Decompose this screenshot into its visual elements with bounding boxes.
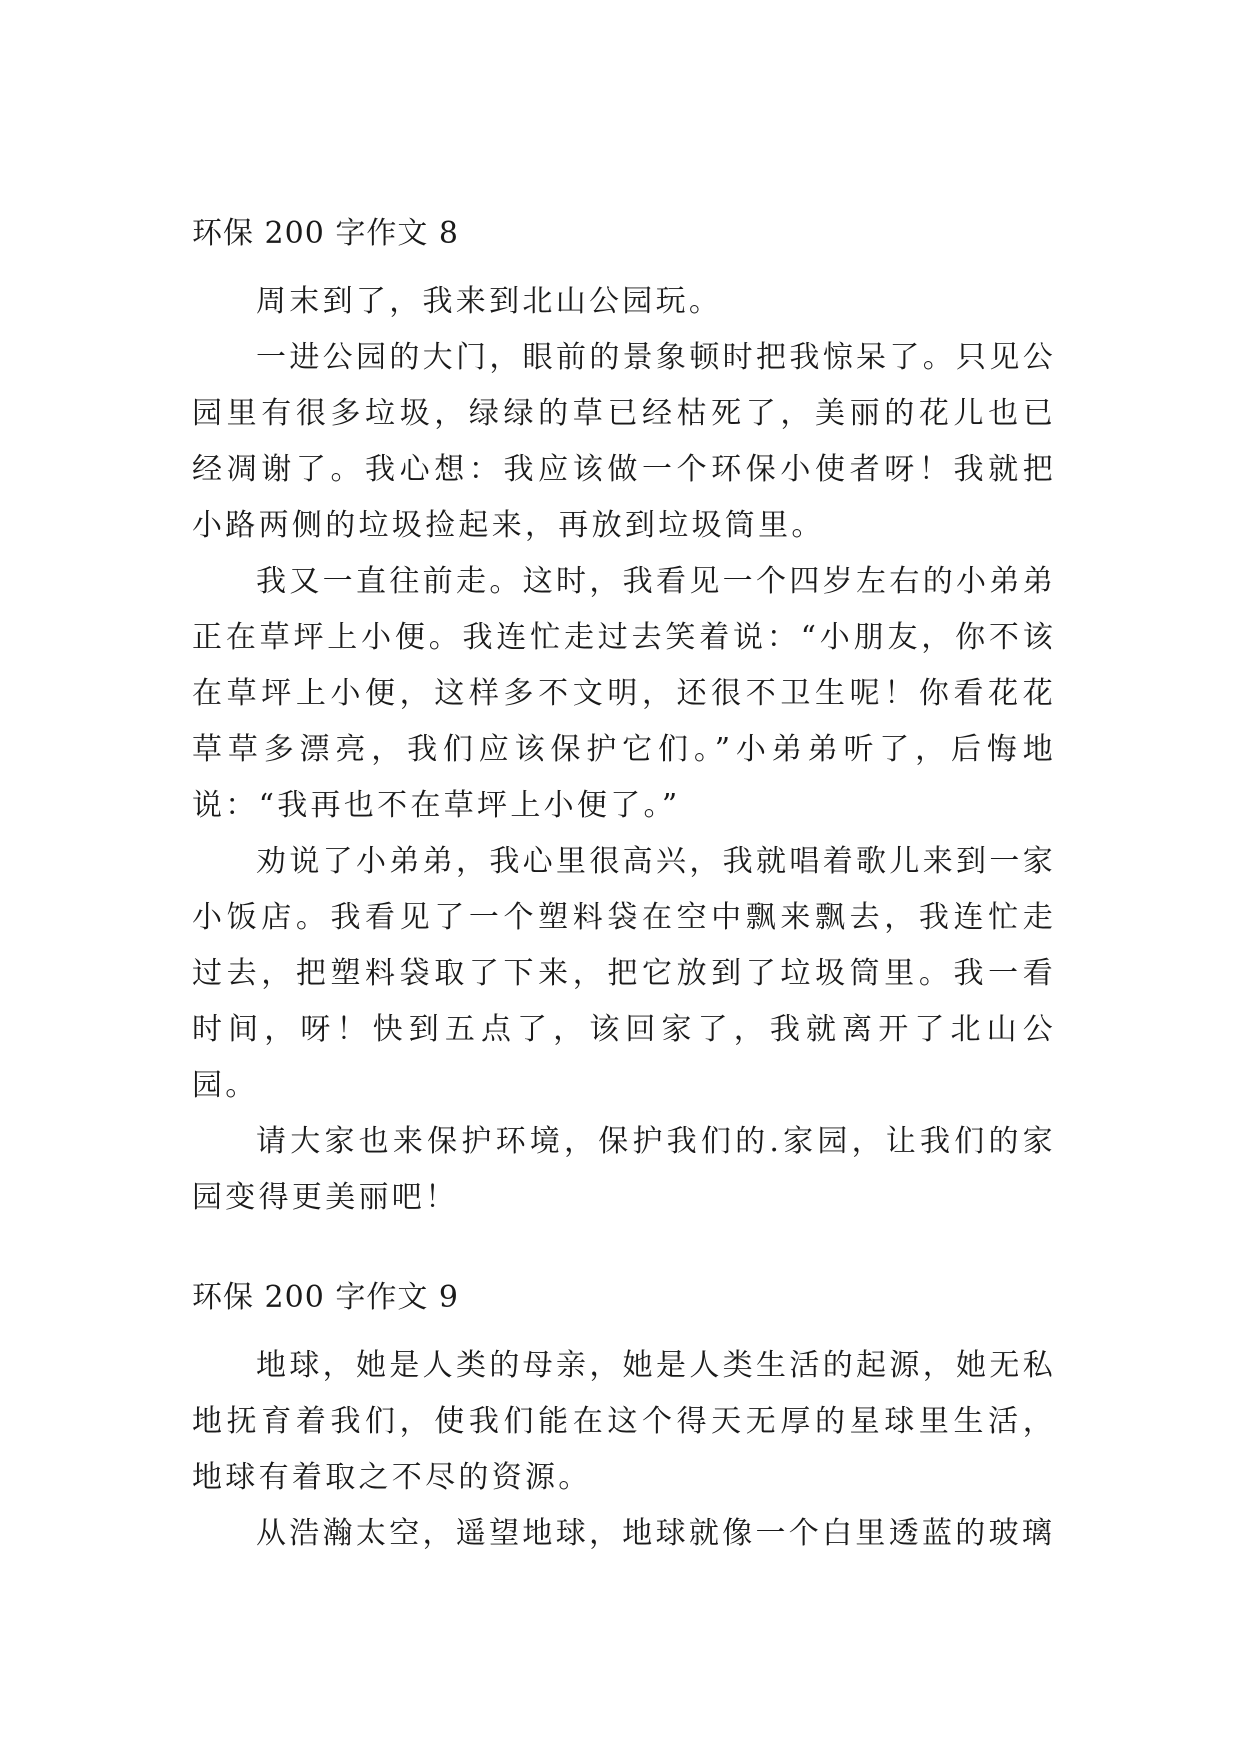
paragraph: 请大家也来保护环境，保护我们的.家园，让我们的家园变得更美丽吧！	[192, 1124, 1056, 1215]
section-title: 环保 200 字作文 9	[192, 1280, 459, 1315]
paragraph: 周末到了，我来到北山公园玩。	[256, 284, 723, 319]
section-title: 环保 200 字作文 8	[192, 216, 459, 251]
essay-section-8	[192, 218, 1056, 1226]
section-gap	[192, 1226, 1056, 1282]
essay-section-9	[192, 1282, 1056, 1562]
paragraph: 一进公园的大门，眼前的景象顿时把我惊呆了。只见公园里有很多垃圾，绿绿的草已经枯死了，美丽的花儿也已经凋谢了。我心想：我应该做一个环保小使者呀！我就把小路两侧的垃圾捡起来，再放到垃圾筒里。	[192, 340, 1056, 543]
paragraph: 地球，她是人类的母亲，她是人类生活的起源，她无私地抚育着我们，使我们能在这个得天无厚的星球里生活，地球有着取之不尽的资源。	[192, 1348, 1056, 1495]
paragraph: 劝说了小弟弟，我心里很高兴，我就唱着歌儿来到一家小饭店。我看见了一个塑料袋在空中飘来飘去，我连忙走过去，把塑料袋取了下来，把它放到了垃圾筒里。我一看时间，呀！快到五点了，该回家了，我就离开了北山公园。	[192, 844, 1056, 1103]
paragraph: 我又一直往前走。这时，我看见一个四岁左右的小弟弟正在草坪上小便。我连忙走过去笑着说：“小朋友，你不该在草坪上小便，这样多不文明，还很不卫生呢！你看花花草草多漂亮，我们应该保护它们。”小弟弟听了，后悔地说：“我再也不在草坪上小便了。”	[192, 564, 1056, 823]
paragraph: 从浩瀚太空，遥望地球，地球就像一个白里透蓝的玻璃	[256, 1516, 1056, 1551]
document-page	[192, 218, 1056, 1562]
